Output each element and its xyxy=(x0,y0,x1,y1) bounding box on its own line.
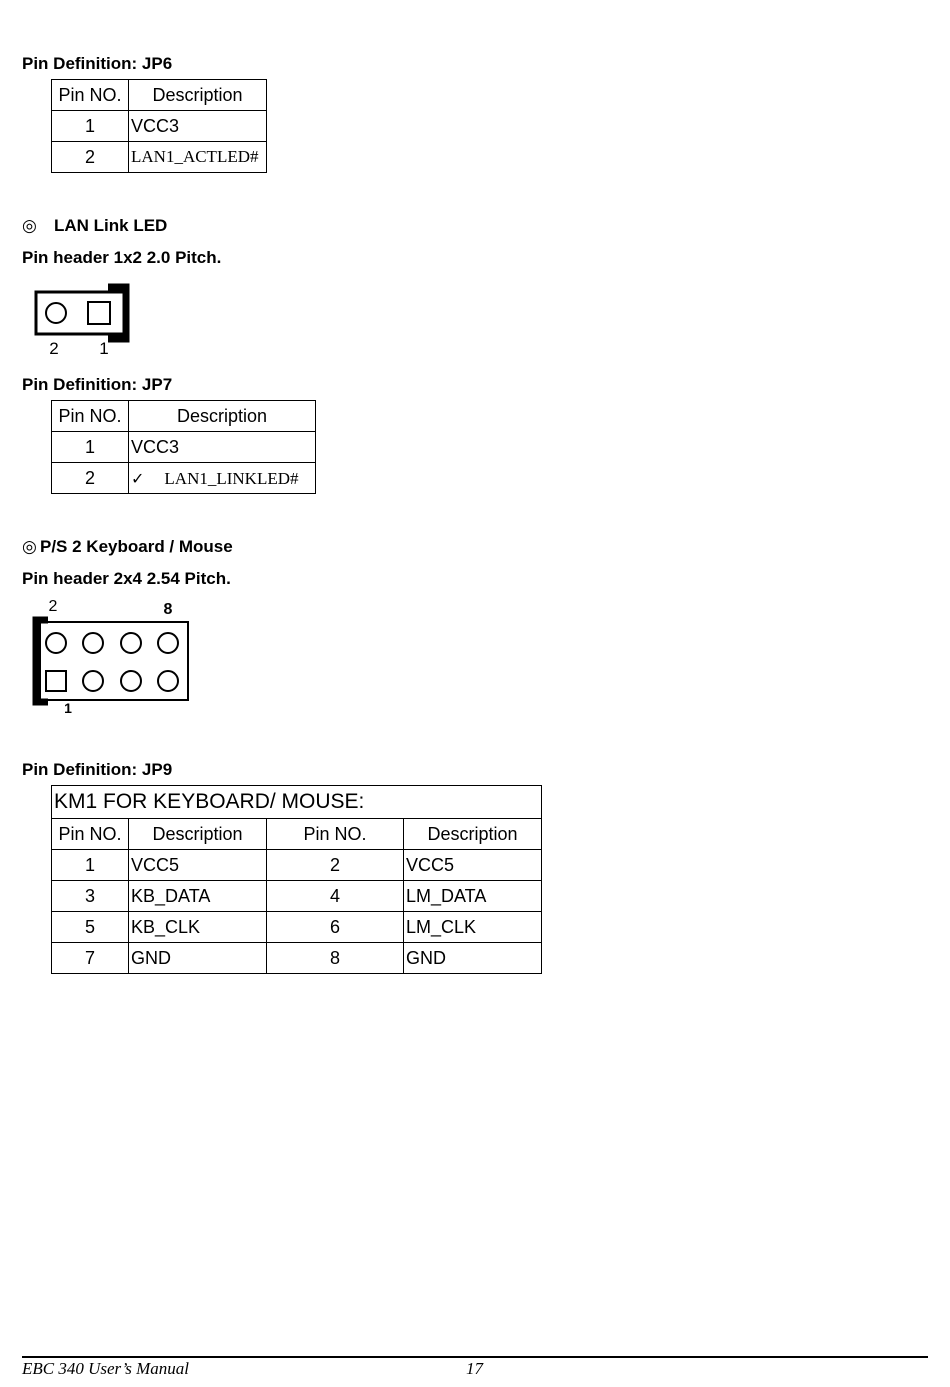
footer-manual-title: EBC 340 User’s Manual xyxy=(22,1359,190,1378)
pin-no-cell: 2 xyxy=(267,850,404,881)
description-text: LAN1_LINKLED# xyxy=(164,468,299,488)
pin-no-cell: 5 xyxy=(52,912,129,943)
header-description: Description xyxy=(129,819,267,850)
pin-no-cell: 7 xyxy=(52,943,129,974)
pin-label: 8 xyxy=(163,601,173,618)
pin-no-cell: 3 xyxy=(52,881,129,912)
description-cell: KB_DATA xyxy=(129,881,267,912)
ps2-symbol: ◎ xyxy=(22,537,37,556)
table-row xyxy=(52,881,542,912)
pin-no-cell: 1 xyxy=(52,432,129,463)
description-cell: KB_CLK xyxy=(129,912,267,943)
description-cell: VCC5 xyxy=(129,850,267,881)
description-cell xyxy=(129,463,316,494)
table-row xyxy=(52,912,542,943)
table-row xyxy=(52,142,267,173)
table-row xyxy=(52,111,267,142)
table-row xyxy=(52,850,542,881)
table-row xyxy=(52,943,542,974)
jp7-heading: Pin Definition: JP7 xyxy=(22,375,173,394)
header-description: Description xyxy=(404,819,542,850)
description-cell: VCC3 xyxy=(129,432,316,463)
lan-link-pitch: Pin header 1x2 2.0 Pitch. xyxy=(22,248,222,267)
pin-label: 2 xyxy=(49,339,59,358)
description-cell: LM_CLK xyxy=(404,912,542,943)
description-cell: GND xyxy=(404,943,542,974)
page-number: 17 xyxy=(466,1359,483,1378)
table-row xyxy=(52,786,542,819)
pin-label: 1 xyxy=(64,700,72,716)
pin-no-cell: 2 xyxy=(52,142,129,173)
table-row xyxy=(52,463,316,494)
description-cell: VCC3 xyxy=(129,111,267,142)
pin-header-1x2-diagram xyxy=(30,283,140,358)
description-cell: GND xyxy=(129,943,267,974)
check-mark-icon: ✓ xyxy=(131,468,145,488)
header-pin-no: Pin NO. xyxy=(52,401,129,432)
ps2-pitch: Pin header 2x4 2.54 Pitch. xyxy=(22,569,231,588)
table-row xyxy=(52,819,542,850)
pin-no-cell: 1 xyxy=(52,111,129,142)
pin-no-cell: 6 xyxy=(267,912,404,943)
jp6-table xyxy=(51,79,267,173)
table-caption: KM1 FOR KEYBOARD/ MOUSE: xyxy=(52,786,542,819)
jp9-heading: Pin Definition: JP9 xyxy=(22,760,173,779)
table-row xyxy=(52,432,316,463)
jp7-table xyxy=(51,400,316,494)
description-cell: LM_DATA xyxy=(404,881,542,912)
jp6-heading: Pin Definition: JP6 xyxy=(22,54,173,73)
header-pin-no: Pin NO. xyxy=(267,819,404,850)
pin-no-cell: 1 xyxy=(52,850,129,881)
description-cell: VCC5 xyxy=(404,850,542,881)
pin-label: 1 xyxy=(99,339,109,358)
jp9-table xyxy=(51,785,542,974)
lan-link-title: LAN Link LED xyxy=(54,216,168,235)
footer-divider xyxy=(22,1356,928,1358)
lan-link-symbol: ◎ xyxy=(22,216,37,235)
description-cell: LAN1_ACTLED# xyxy=(129,142,267,173)
header-pin-no: Pin NO. xyxy=(52,819,129,850)
pin-header-2x4-diagram xyxy=(28,596,198,718)
table-row xyxy=(52,80,267,111)
header-description: Description xyxy=(129,80,267,111)
pin-no-cell: 2 xyxy=(52,463,129,494)
table-row xyxy=(52,401,316,432)
header-description: Description xyxy=(129,401,316,432)
ps2-title: P/S 2 Keyboard / Mouse xyxy=(40,537,233,556)
pin-no-cell: 8 xyxy=(267,943,404,974)
pin-no-cell: 4 xyxy=(267,881,404,912)
header-pin-no: Pin NO. xyxy=(52,80,129,111)
pin-label: 2 xyxy=(48,598,58,615)
